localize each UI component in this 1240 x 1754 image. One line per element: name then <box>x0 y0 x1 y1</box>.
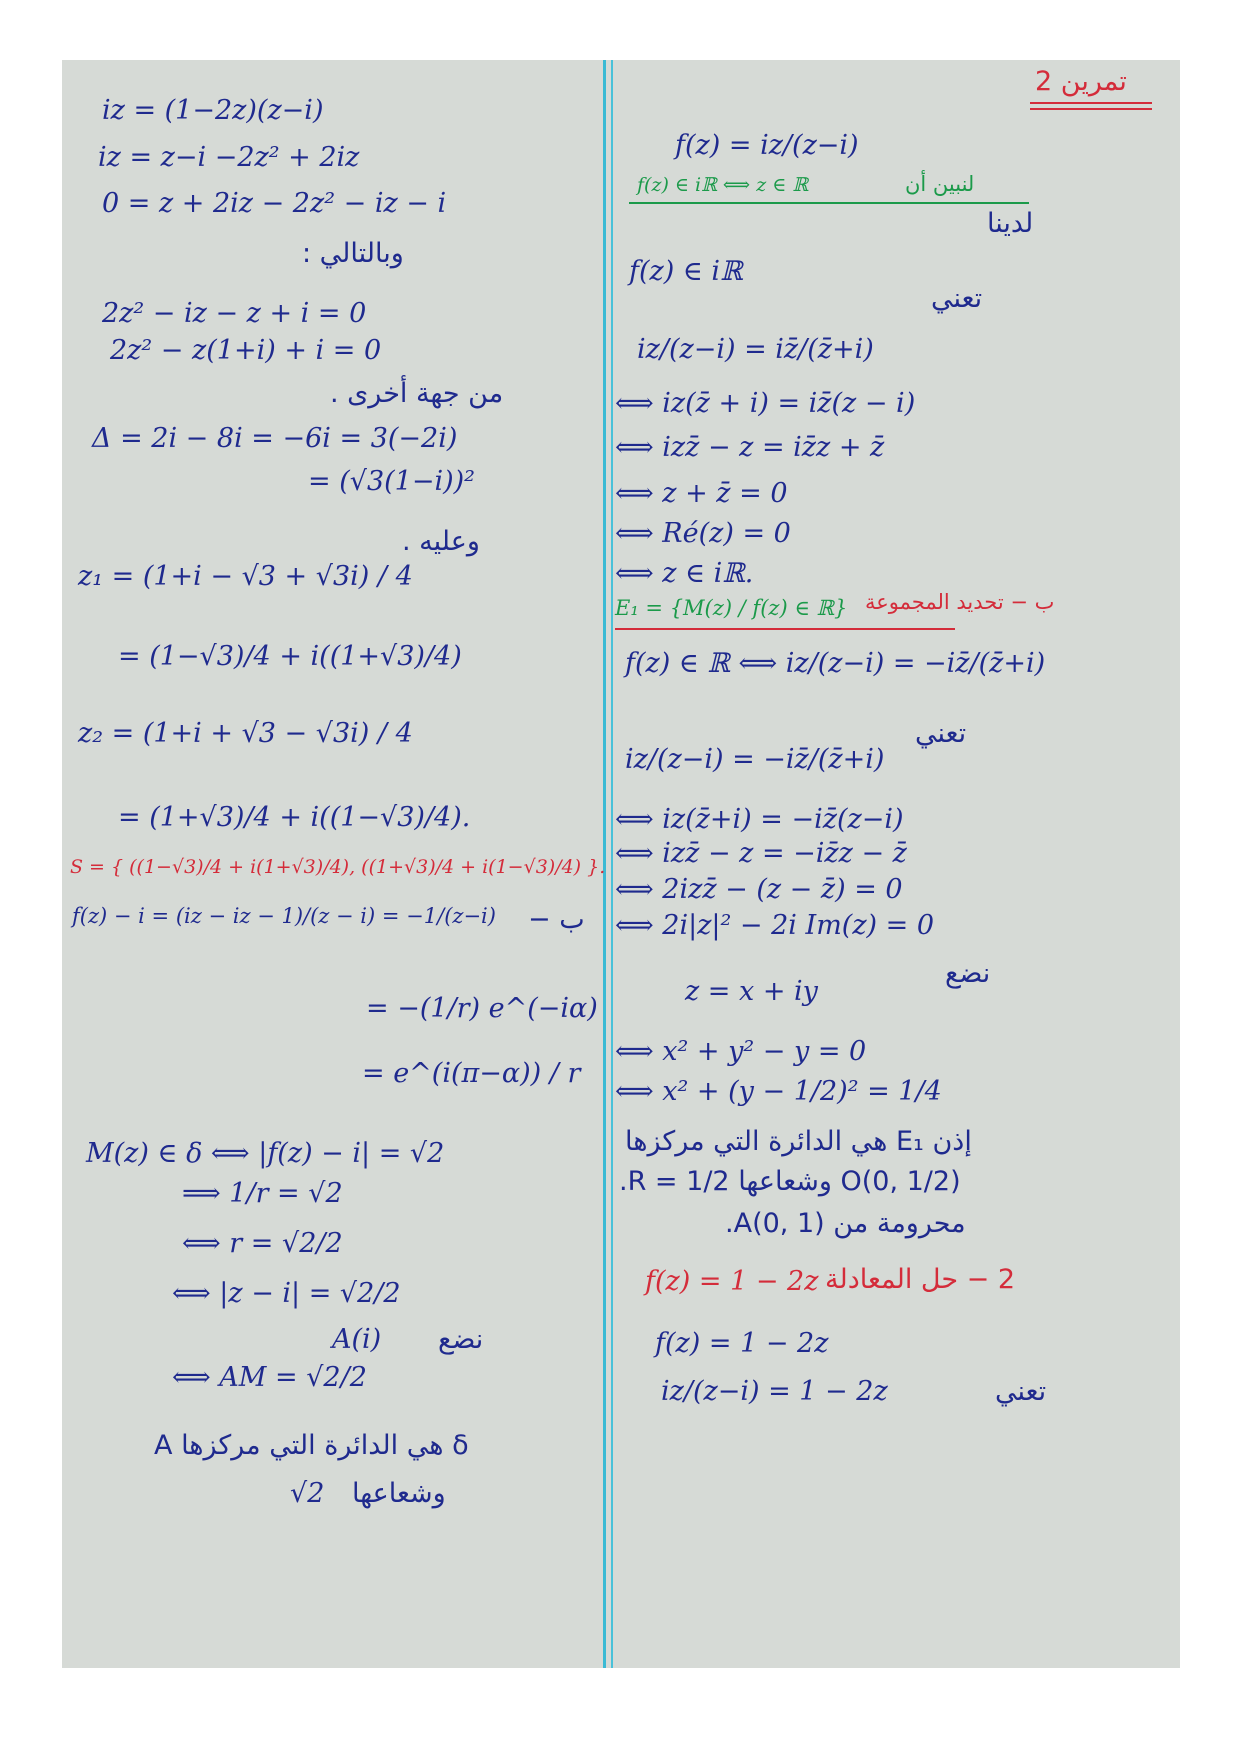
equation-line: f(z) ∈ iℝ <box>629 256 743 287</box>
equation-line: iz/(z−i) = −iz̄/(z̄+i) <box>625 744 885 775</box>
equation-line: Δ = 2i − 8i = −6i = 3(−2i) <box>92 423 458 454</box>
equation-line: A(i) <box>332 1324 382 1355</box>
equation-line: ⟺ x² + y² − y = 0 <box>615 1036 867 1067</box>
arabic-text: نضع <box>438 1324 484 1355</box>
arabic-text: لدينا <box>987 208 1034 239</box>
arabic-text: محرومة من A(0, 1). <box>725 1208 966 1239</box>
equation-line: f(z) ∈ ℝ ⟺ iz/(z−i) = −iz̄/(z̄+i) <box>625 648 1046 679</box>
equation-line: √2 <box>290 1478 325 1509</box>
arabic-text: وشعاعها <box>352 1478 446 1509</box>
equation-line: ⟺ z ∈ iℝ. <box>615 558 754 589</box>
column-divider <box>611 60 613 1668</box>
equation-line: f(z) − i = (iz − iz − 1)/(z − i) = −1/(z−i) <box>72 904 496 928</box>
equation-line: M(z) ∈ δ ⟺ |f(z) − i| = √2 <box>86 1138 445 1169</box>
equation-line: ⟺ x² + (y − 1/2)² = 1/4 <box>615 1076 942 1107</box>
equation-line: 2z² − z(1+i) + i = 0 <box>110 335 382 366</box>
green-underline <box>629 202 1029 204</box>
title-underline <box>1030 108 1152 110</box>
arabic-text: δ هي الدائرة التي مركزها A <box>154 1430 469 1461</box>
equation-line: = e^(i(π−α)) / r <box>362 1058 581 1089</box>
equation-line: ⟺ 2izz̄ − (z − z̄) = 0 <box>615 874 903 905</box>
equation-line: 2z² − iz − z + i = 0 <box>102 298 367 329</box>
arabic-text: تعني <box>931 283 983 314</box>
arabic-text: ب − تحديد المجموعة <box>865 590 1055 614</box>
equation-line: = (1+√3)/4 + i((1−√3)/4). <box>118 802 471 833</box>
arabic-text: تعني <box>995 1376 1047 1407</box>
equation-line: ⟺ Ré(z) = 0 <box>615 518 791 549</box>
equation-line: f(z) = 1 − 2z <box>655 1328 829 1359</box>
equation-line: z₁ = (1+i − √3 + √3i) / 4 <box>78 561 413 592</box>
equation-line: iz/(z−i) = 1 − 2z <box>661 1376 888 1407</box>
equation-line: = −(1/r) e^(−iα) <box>366 993 598 1024</box>
exercise-title: تمرين 2 <box>1035 66 1127 97</box>
equation-line: iz = z−i −2z² + 2iz <box>98 142 360 173</box>
equation-line: iz/(z−i) = iz̄/(z̄+i) <box>637 334 874 365</box>
equation-line: = (√3(1−i))² <box>308 466 475 497</box>
equation-line: f(z) = iz/(z−i) <box>675 130 859 161</box>
equation-line: ⟹ 1/r = √2 <box>182 1178 343 1209</box>
arabic-text: إذن E₁ هي الدائرة التي مركزها <box>625 1126 972 1157</box>
equation-line: ⟺ r = √2/2 <box>182 1228 343 1259</box>
solution-set: S = { ((1−√3)/4 + i(1+√3)/4), ((1+√3)/4 + i(1−√3)/4) }. <box>70 856 606 878</box>
equation-line: 0 = z + 2iz − 2z² − iz − i <box>102 188 447 219</box>
equation-line: ⟺ iz(z̄+i) = −iz̄(z−i) <box>615 804 904 835</box>
equation-line: = (1−√3)/4 + i((1+√3)/4) <box>118 641 462 672</box>
equation-line: iz = (1−2z)(z−i) <box>102 95 324 126</box>
equation-line: ⟺ AM = √2/2 <box>172 1362 367 1393</box>
equation-line: f(z) = 1 − 2z <box>645 1266 819 1297</box>
arabic-text: لنبين أن <box>905 172 975 196</box>
arabic-text: وعليه . <box>402 526 480 557</box>
red-underline <box>615 628 955 630</box>
left-column <box>62 60 606 1668</box>
arabic-text: وبالتالي : <box>302 238 404 269</box>
arabic-text: تعني <box>915 718 967 749</box>
statement: f(z) ∈ iℝ ⟺ z ∈ ℝ <box>637 174 809 196</box>
arabic-text: ب − <box>528 904 585 935</box>
equation-line: ⟺ iz(z̄ + i) = iz̄(z − i) <box>615 388 916 419</box>
equation-line: ⟺ izz̄ − z = −iz̄z − z̄ <box>615 838 907 869</box>
equation-line: ⟺ izz̄ − z = iz̄z + z̄ <box>615 432 885 463</box>
equation-line: z = x + iy <box>685 976 818 1007</box>
notebook-page <box>62 60 1180 1668</box>
title-underline <box>1030 102 1152 104</box>
equation-line: ⟺ 2i|z|² − 2i Im(z) = 0 <box>615 910 935 941</box>
arabic-text: 2 − حل المعادلة <box>825 1264 1016 1295</box>
arabic-text: من جهة أخرى . <box>330 378 504 409</box>
equation-line: ⟺ z + z̄ = 0 <box>615 478 788 509</box>
set-definition: E₁ = {M(z) / f(z) ∈ ℝ} <box>615 596 848 620</box>
arabic-text: نضع <box>945 958 991 989</box>
right-column <box>615 60 1180 1668</box>
equation-line: z₂ = (1+i + √3 − √3i) / 4 <box>78 718 413 749</box>
arabic-text: O(0, 1/2) وشعاعها R = 1/2. <box>619 1166 961 1197</box>
equation-line: ⟺ |z − i| = √2/2 <box>172 1278 401 1309</box>
